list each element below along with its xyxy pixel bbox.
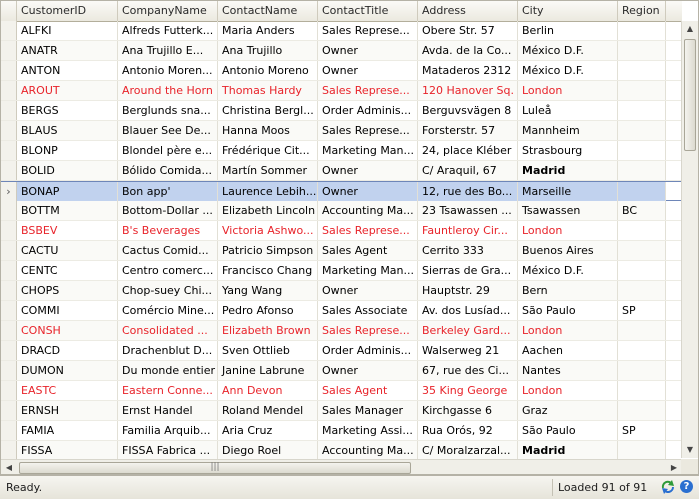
table-row[interactable] bbox=[1, 141, 682, 161]
cell-region[interactable] bbox=[618, 21, 666, 40]
cell-region[interactable] bbox=[618, 221, 666, 240]
cell-contactname[interactable]: Laurence Lebih... bbox=[218, 182, 318, 201]
cell-contacttitle[interactable]: Owner bbox=[318, 182, 418, 201]
cell-contactname[interactable]: Antonio Moreno bbox=[218, 61, 318, 80]
cell-companyname[interactable]: Centro comerc... bbox=[118, 261, 218, 280]
cell-customerid[interactable]: CHOPS bbox=[17, 281, 118, 300]
cell-customerid[interactable]: AROUT bbox=[17, 81, 118, 100]
cell-region[interactable] bbox=[618, 241, 666, 260]
cell-companyname[interactable]: Bon app' bbox=[118, 182, 218, 201]
cell-companyname[interactable]: Antonio Moren... bbox=[118, 61, 218, 80]
cell-region[interactable] bbox=[618, 261, 666, 280]
cell-address[interactable]: Kirchgasse 6 bbox=[418, 401, 518, 420]
cell-address[interactable]: C/ Araquil, 67 bbox=[418, 161, 518, 180]
cell-customerid[interactable]: CONSH bbox=[17, 321, 118, 340]
cell-contactname[interactable]: Elizabeth Lincoln bbox=[218, 201, 318, 220]
cell-address[interactable]: 24, place Kléber bbox=[418, 141, 518, 160]
cell-city[interactable]: Tsawassen bbox=[518, 201, 618, 220]
cell-city[interactable]: London bbox=[518, 321, 618, 340]
table-row[interactable] bbox=[1, 121, 682, 141]
cell-customerid[interactable]: BERGS bbox=[17, 101, 118, 120]
cell-contacttitle[interactable]: Order Adminis... bbox=[318, 341, 418, 360]
row-indicator[interactable] bbox=[1, 281, 17, 300]
row-indicator[interactable] bbox=[1, 421, 17, 440]
table-row[interactable] bbox=[1, 421, 682, 441]
cell-companyname[interactable]: Bottom-Dollar ... bbox=[118, 201, 218, 220]
cell-contacttitle[interactable]: Sales Manager bbox=[318, 401, 418, 420]
row-indicator[interactable] bbox=[1, 321, 17, 340]
cell-customerid[interactable]: BOLID bbox=[17, 161, 118, 180]
cell-companyname[interactable]: Consolidated ... bbox=[118, 321, 218, 340]
table-row[interactable] bbox=[1, 101, 682, 121]
row-indicator[interactable] bbox=[1, 261, 17, 280]
cell-customerid[interactable]: ALFKI bbox=[17, 21, 118, 40]
cell-contactname[interactable]: Ana Trujillo bbox=[218, 41, 318, 60]
cell-customerid[interactable]: FISSA bbox=[17, 441, 118, 460]
cell-companyname[interactable]: Drachenblut D... bbox=[118, 341, 218, 360]
grid-rows bbox=[1, 21, 682, 461]
cell-customerid[interactable]: EASTC bbox=[17, 381, 118, 400]
cell-companyname[interactable]: Blauer See De... bbox=[118, 121, 218, 140]
scrollbar-corner bbox=[681, 459, 698, 475]
cell-city[interactable]: London bbox=[518, 221, 618, 240]
row-indicator[interactable] bbox=[1, 141, 17, 160]
cell-city[interactable]: Buenos Aires bbox=[518, 241, 618, 260]
cell-address[interactable]: Rua Orós, 92 bbox=[418, 421, 518, 440]
column-header-address[interactable]: Address bbox=[418, 1, 518, 21]
grid-header bbox=[1, 1, 682, 22]
cell-city[interactable]: São Paulo bbox=[518, 421, 618, 440]
cell-customerid[interactable]: BONAP bbox=[17, 182, 118, 201]
cell-address[interactable]: Mataderos 2312 bbox=[418, 61, 518, 80]
cell-contacttitle[interactable]: Sales Agent bbox=[318, 381, 418, 400]
table-row[interactable] bbox=[1, 281, 682, 301]
cell-city[interactable]: London bbox=[518, 81, 618, 100]
cell-region[interactable]: SP bbox=[618, 301, 666, 320]
row-indicator[interactable]: › bbox=[1, 182, 17, 201]
cell-city[interactable]: Bern bbox=[518, 281, 618, 300]
cell-contactname[interactable]: Ann Devon bbox=[218, 381, 318, 400]
cell-region[interactable] bbox=[618, 41, 666, 60]
row-indicator[interactable] bbox=[1, 201, 17, 220]
table-row[interactable] bbox=[1, 261, 682, 281]
horizontal-scrollbar[interactable] bbox=[1, 459, 682, 475]
cell-customerid[interactable]: BLONP bbox=[17, 141, 118, 160]
row-indicator[interactable] bbox=[1, 401, 17, 420]
column-header-contacttitle[interactable]: ContactTitle bbox=[318, 1, 418, 21]
cell-contacttitle[interactable]: Sales Represe... bbox=[318, 321, 418, 340]
cell-customerid[interactable]: BLAUS bbox=[17, 121, 118, 140]
table-row[interactable] bbox=[1, 401, 682, 421]
row-indicator[interactable] bbox=[1, 441, 17, 460]
cell-companyname[interactable]: Bólido Comida... bbox=[118, 161, 218, 180]
table-row[interactable] bbox=[1, 201, 682, 221]
row-indicator[interactable] bbox=[1, 221, 17, 240]
table-row[interactable] bbox=[1, 341, 682, 361]
cell-address[interactable]: Berkeley Gard... bbox=[418, 321, 518, 340]
table-row[interactable] bbox=[1, 321, 682, 341]
table-row[interactable] bbox=[1, 61, 682, 81]
row-indicator[interactable] bbox=[1, 81, 17, 100]
cell-address[interactable]: Walserweg 21 bbox=[418, 341, 518, 360]
cell-contactname[interactable]: Victoria Ashwo... bbox=[218, 221, 318, 240]
cell-address[interactable]: 23 Tsawassen ... bbox=[418, 201, 518, 220]
cell-companyname[interactable]: Around the Horn bbox=[118, 81, 218, 100]
scroll-down-button[interactable]: ▼ bbox=[686, 445, 694, 454]
cell-region[interactable] bbox=[618, 281, 666, 300]
table-row[interactable] bbox=[1, 21, 682, 41]
cell-contacttitle[interactable]: Sales Represe... bbox=[318, 121, 418, 140]
cell-city[interactable]: México D.F. bbox=[518, 61, 618, 80]
cell-address[interactable]: 12, rue des Bo... bbox=[418, 182, 518, 201]
cell-companyname[interactable]: Eastern Conne... bbox=[118, 381, 218, 400]
cell-region[interactable] bbox=[618, 121, 666, 140]
cell-contactname[interactable]: Elizabeth Brown bbox=[218, 321, 318, 340]
cell-contactname[interactable]: Frédérique Cit... bbox=[218, 141, 318, 160]
cell-contacttitle[interactable]: Sales Associate bbox=[318, 301, 418, 320]
cell-city[interactable]: Nantes bbox=[518, 361, 618, 380]
column-header-city[interactable]: City bbox=[518, 1, 618, 21]
table-row[interactable] bbox=[1, 161, 682, 181]
cell-city[interactable]: Berlin bbox=[518, 21, 618, 40]
row-indicator[interactable] bbox=[1, 341, 17, 360]
cell-address[interactable]: Cerrito 333 bbox=[418, 241, 518, 260]
cell-contactname[interactable]: Diego Roel bbox=[218, 441, 318, 460]
cell-region[interactable]: SP bbox=[618, 421, 666, 440]
table-row[interactable] bbox=[1, 361, 682, 381]
table-row[interactable] bbox=[1, 301, 682, 321]
cell-companyname[interactable]: Cactus Comid... bbox=[118, 241, 218, 260]
cell-contacttitle[interactable]: Order Adminis... bbox=[318, 101, 418, 120]
table-row[interactable] bbox=[1, 181, 682, 201]
row-indicator[interactable] bbox=[1, 61, 17, 80]
cell-address[interactable]: 35 King George bbox=[418, 381, 518, 400]
cell-address[interactable]: C/ Moralzarzal... bbox=[418, 441, 518, 460]
cell-city[interactable]: London bbox=[518, 381, 618, 400]
table-row[interactable] bbox=[1, 241, 682, 261]
cell-contacttitle[interactable]: Marketing Assi... bbox=[318, 421, 418, 440]
cell-contacttitle[interactable]: Sales Agent bbox=[318, 241, 418, 260]
table-row[interactable] bbox=[1, 221, 682, 241]
scroll-up-button[interactable]: ▲ bbox=[686, 24, 694, 33]
scroll-right-button[interactable]: ▶ bbox=[670, 463, 678, 472]
cell-city[interactable]: México D.F. bbox=[518, 41, 618, 60]
cell-region[interactable] bbox=[618, 361, 666, 380]
cell-companyname[interactable]: Berglunds sna... bbox=[118, 101, 218, 120]
cell-companyname[interactable]: Chop-suey Chi... bbox=[118, 281, 218, 300]
cell-contactname[interactable]: Christina Bergl... bbox=[218, 101, 318, 120]
horizontal-scroll-thumb[interactable]: ||| bbox=[19, 462, 411, 474]
cell-customerid[interactable]: BOTTM bbox=[17, 201, 118, 220]
row-indicator[interactable] bbox=[1, 361, 17, 380]
column-header-region[interactable]: Region bbox=[618, 1, 666, 21]
cell-city[interactable]: Madrid bbox=[518, 161, 618, 180]
cell-companyname[interactable]: Familia Arquib... bbox=[118, 421, 218, 440]
cell-contacttitle[interactable]: Owner bbox=[318, 41, 418, 60]
cell-customerid[interactable]: ANATR bbox=[17, 41, 118, 60]
column-header-customerid[interactable]: CustomerID bbox=[17, 1, 118, 21]
cell-companyname[interactable]: Comércio Mine... bbox=[118, 301, 218, 320]
cell-customerid[interactable]: DUMON bbox=[17, 361, 118, 380]
cell-region[interactable] bbox=[618, 182, 666, 201]
cell-contactname[interactable]: Thomas Hardy bbox=[218, 81, 318, 100]
table-row[interactable] bbox=[1, 381, 682, 401]
refresh-icon[interactable] bbox=[660, 479, 676, 495]
row-indicator[interactable] bbox=[1, 381, 17, 400]
status-ready-text: Ready. bbox=[6, 481, 43, 494]
vertical-scroll-thumb[interactable] bbox=[684, 39, 696, 151]
table-row[interactable] bbox=[1, 441, 682, 461]
cell-contactname[interactable]: Janine Labrune bbox=[218, 361, 318, 380]
cell-contactname[interactable]: Aria Cruz bbox=[218, 421, 318, 440]
cell-contactname[interactable]: Yang Wang bbox=[218, 281, 318, 300]
cell-contacttitle[interactable]: Owner bbox=[318, 281, 418, 300]
table-row[interactable] bbox=[1, 41, 682, 61]
scroll-left-button[interactable]: ◀ bbox=[5, 463, 13, 472]
cell-customerid[interactable]: CACTU bbox=[17, 241, 118, 260]
cell-customerid[interactable]: ANTON bbox=[17, 61, 118, 80]
cell-companyname[interactable]: Du monde entier bbox=[118, 361, 218, 380]
row-indicator[interactable] bbox=[1, 241, 17, 260]
cell-contactname[interactable]: Roland Mendel bbox=[218, 401, 318, 420]
cell-contacttitle[interactable]: Sales Represe... bbox=[318, 21, 418, 40]
cell-city[interactable]: Strasbourg bbox=[518, 141, 618, 160]
cell-contactname[interactable]: Sven Ottlieb bbox=[218, 341, 318, 360]
cell-region[interactable]: BC bbox=[618, 201, 666, 220]
cell-contactname[interactable]: Martín Sommer bbox=[218, 161, 318, 180]
status-loaded-count: Loaded 91 of 91 bbox=[558, 481, 648, 494]
cell-city[interactable]: México D.F. bbox=[518, 261, 618, 280]
cell-contactname[interactable]: Patricio Simpson bbox=[218, 241, 318, 260]
cell-contactname[interactable]: Maria Anders bbox=[218, 21, 318, 40]
cell-contacttitle[interactable]: Accounting Ma... bbox=[318, 441, 418, 460]
cell-region[interactable] bbox=[618, 141, 666, 160]
cell-address[interactable]: Hauptstr. 29 bbox=[418, 281, 518, 300]
cell-contacttitle[interactable]: Owner bbox=[318, 61, 418, 80]
cell-region[interactable] bbox=[618, 401, 666, 420]
cell-companyname[interactable]: Ernst Handel bbox=[118, 401, 218, 420]
cell-contacttitle[interactable]: Marketing Man... bbox=[318, 141, 418, 160]
cell-region[interactable] bbox=[618, 161, 666, 180]
cell-city[interactable]: Graz bbox=[518, 401, 618, 420]
cell-contactname[interactable]: Francisco Chang bbox=[218, 261, 318, 280]
cell-region[interactable] bbox=[618, 341, 666, 360]
cell-city[interactable]: São Paulo bbox=[518, 301, 618, 320]
row-indicator[interactable] bbox=[1, 121, 17, 140]
row-indicator[interactable] bbox=[1, 301, 17, 320]
cell-contacttitle[interactable]: Owner bbox=[318, 361, 418, 380]
cell-address[interactable]: Av. dos Lusíad... bbox=[418, 301, 518, 320]
cell-region[interactable] bbox=[618, 101, 666, 120]
cell-companyname[interactable]: Ana Trujillo E... bbox=[118, 41, 218, 60]
cell-contacttitle[interactable]: Marketing Man... bbox=[318, 261, 418, 280]
cell-customerid[interactable]: DRACD bbox=[17, 341, 118, 360]
cell-customerid[interactable]: ERNSH bbox=[17, 401, 118, 420]
status-bar bbox=[0, 475, 699, 499]
cell-address[interactable]: Sierras de Gra... bbox=[418, 261, 518, 280]
cell-customerid[interactable]: BSBEV bbox=[17, 221, 118, 240]
cell-customerid[interactable]: COMMI bbox=[17, 301, 118, 320]
column-header-contactname[interactable]: ContactName bbox=[218, 1, 318, 21]
row-indicator[interactable] bbox=[1, 21, 17, 40]
cell-address[interactable]: Fauntleroy Cir... bbox=[418, 221, 518, 240]
cell-customerid[interactable]: FAMIA bbox=[17, 421, 118, 440]
cell-companyname[interactable]: Blondel père e... bbox=[118, 141, 218, 160]
cell-address[interactable]: 67, rue des Ci... bbox=[418, 361, 518, 380]
row-indicator[interactable] bbox=[1, 161, 17, 180]
cell-address[interactable]: Forsterstr. 57 bbox=[418, 121, 518, 140]
cell-city[interactable]: Luleå bbox=[518, 101, 618, 120]
help-icon[interactable]: ? bbox=[680, 480, 693, 493]
cell-contactname[interactable]: Pedro Afonso bbox=[218, 301, 318, 320]
cell-contacttitle[interactable]: Sales Represe... bbox=[318, 81, 418, 100]
cell-address[interactable]: Berguvsvägen 8 bbox=[418, 101, 518, 120]
cell-address[interactable]: 120 Hanover Sq. bbox=[418, 81, 518, 100]
row-indicator[interactable] bbox=[1, 41, 17, 60]
cell-city[interactable]: Mannheim bbox=[518, 121, 618, 140]
vertical-scrollbar[interactable] bbox=[681, 21, 698, 458]
header-indicator bbox=[1, 1, 17, 21]
cell-region[interactable] bbox=[618, 321, 666, 340]
cell-address[interactable]: Avda. de la Co... bbox=[418, 41, 518, 60]
cell-region[interactable] bbox=[618, 381, 666, 400]
status-separator bbox=[552, 479, 553, 496]
cell-contacttitle[interactable]: Accounting Ma... bbox=[318, 201, 418, 220]
cell-region[interactable] bbox=[618, 61, 666, 80]
cell-contacttitle[interactable]: Owner bbox=[318, 161, 418, 180]
column-header-companyname[interactable]: CompanyName bbox=[118, 1, 218, 21]
cell-contacttitle[interactable]: Sales Represe... bbox=[318, 221, 418, 240]
cell-contactname[interactable]: Hanna Moos bbox=[218, 121, 318, 140]
cell-companyname[interactable]: FISSA Fabrica ... bbox=[118, 441, 218, 460]
cell-region[interactable] bbox=[618, 441, 666, 460]
cell-region[interactable] bbox=[618, 81, 666, 100]
cell-companyname[interactable]: B's Beverages bbox=[118, 221, 218, 240]
table-row[interactable] bbox=[1, 81, 682, 101]
cell-address[interactable]: Obere Str. 57 bbox=[418, 21, 518, 40]
cell-city[interactable]: Aachen bbox=[518, 341, 618, 360]
cell-companyname[interactable]: Alfreds Futterk... bbox=[118, 21, 218, 40]
cell-city[interactable]: Marseille bbox=[518, 182, 618, 201]
cell-city[interactable]: Madrid bbox=[518, 441, 618, 460]
row-indicator[interactable] bbox=[1, 101, 17, 120]
cell-customerid[interactable]: CENTC bbox=[17, 261, 118, 280]
